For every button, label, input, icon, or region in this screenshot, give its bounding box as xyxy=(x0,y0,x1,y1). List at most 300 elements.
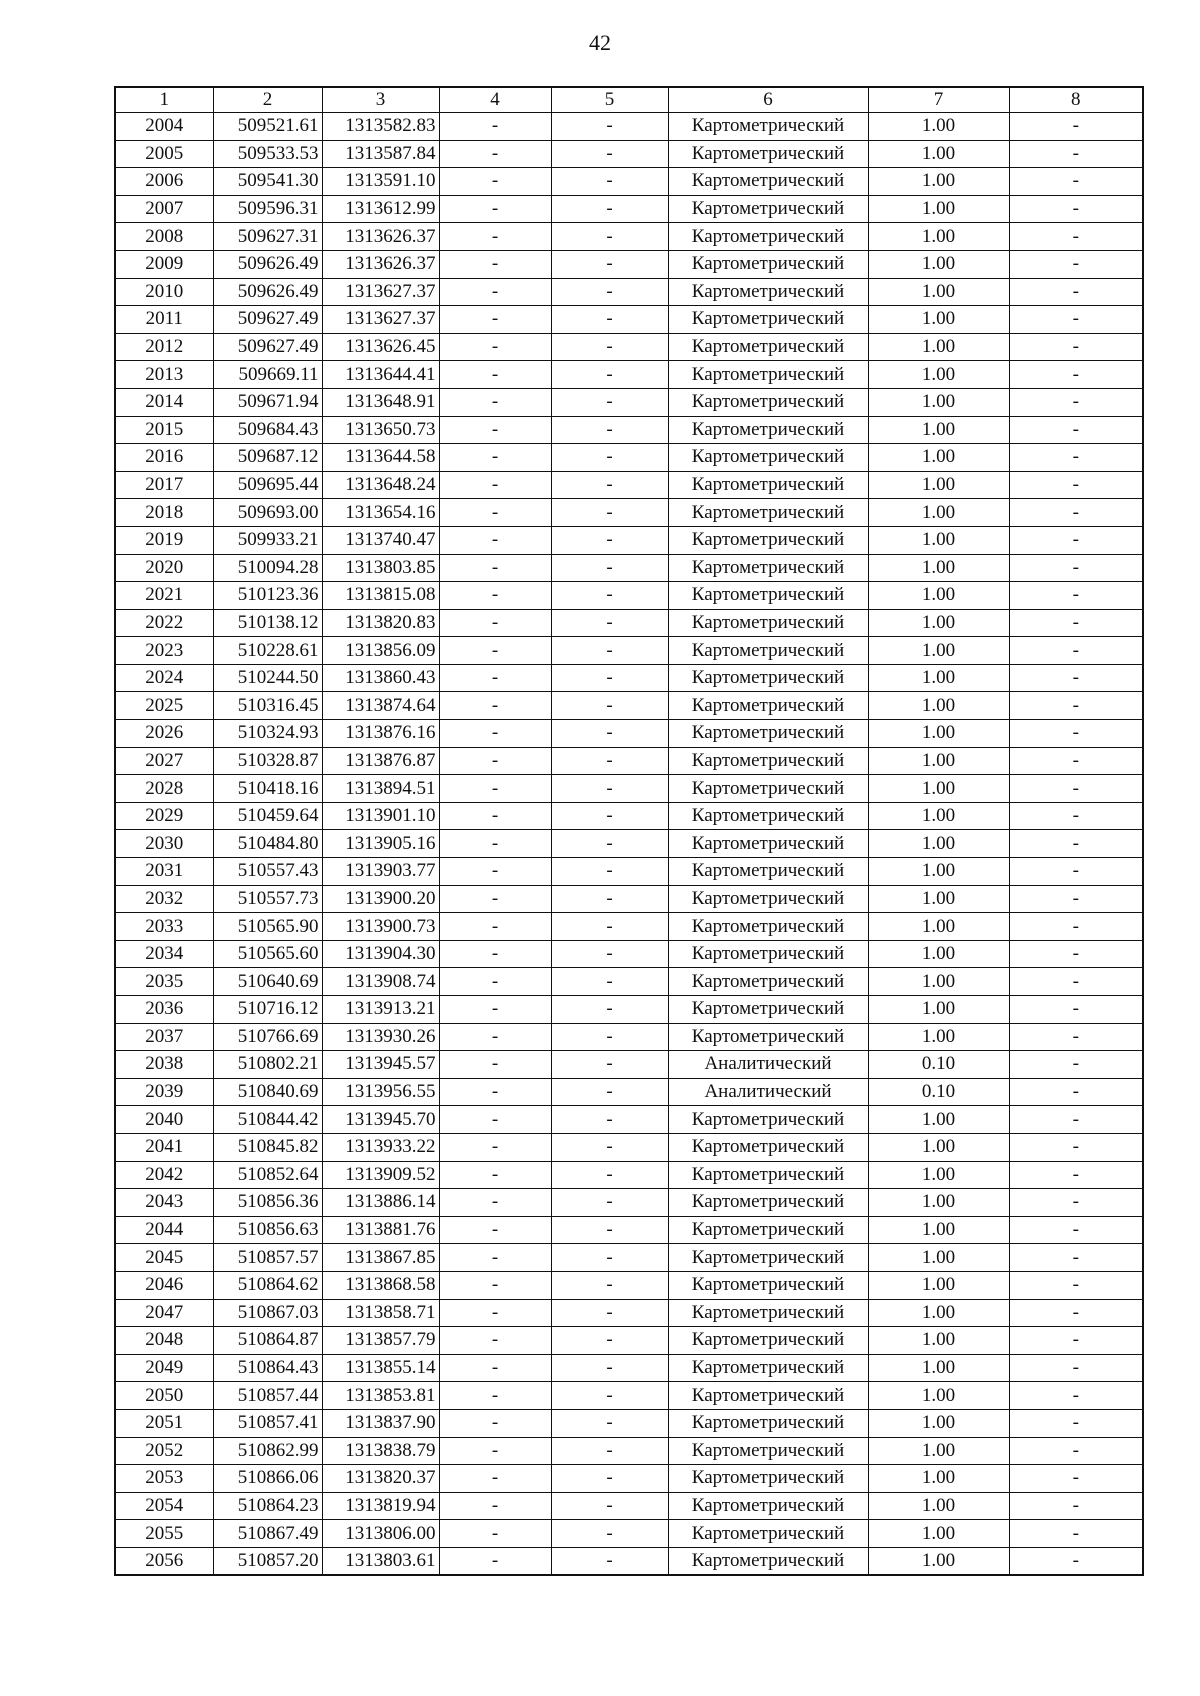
method-cell: Картометрический xyxy=(668,664,868,692)
y-coordinate-cell: 1313627.37 xyxy=(322,306,439,334)
x-coordinate-cell: 510845.82 xyxy=(213,1133,322,1161)
accuracy-cell: 1.00 xyxy=(868,361,1009,389)
y-coordinate-cell: 1313853.81 xyxy=(322,1382,439,1410)
column-5-cell: - xyxy=(551,416,668,444)
table-row xyxy=(115,1327,1143,1355)
y-coordinate-cell: 1313886.14 xyxy=(322,1189,439,1217)
column-8-cell: - xyxy=(1009,471,1143,499)
x-coordinate-cell: 510866.06 xyxy=(213,1465,322,1493)
table-row xyxy=(115,858,1143,886)
accuracy-cell: 1.00 xyxy=(868,140,1009,168)
method-cell: Картометрический xyxy=(668,1547,868,1575)
method-cell: Картометрический xyxy=(668,168,868,196)
table-row xyxy=(115,195,1143,223)
column-4-cell: - xyxy=(439,830,551,858)
y-coordinate-cell: 1313806.00 xyxy=(322,1520,439,1548)
table-row xyxy=(115,1051,1143,1079)
y-coordinate-cell: 1313909.52 xyxy=(322,1161,439,1189)
column-5-cell: - xyxy=(551,1133,668,1161)
method-cell: Картометрический xyxy=(668,996,868,1024)
column-5-cell: - xyxy=(551,278,668,306)
column-4-cell: - xyxy=(439,333,551,361)
column-4-cell: - xyxy=(439,195,551,223)
accuracy-cell: 1.00 xyxy=(868,1492,1009,1520)
y-coordinate-cell: 1313894.51 xyxy=(322,775,439,803)
column-5-cell: - xyxy=(551,802,668,830)
method-cell: Картометрический xyxy=(668,1133,868,1161)
column-5-cell: - xyxy=(551,333,668,361)
point-number-cell: 2012 xyxy=(115,333,213,361)
x-coordinate-cell: 510418.16 xyxy=(213,775,322,803)
accuracy-cell: 1.00 xyxy=(868,1189,1009,1217)
column-8-cell: - xyxy=(1009,554,1143,582)
column-8-cell: - xyxy=(1009,830,1143,858)
x-coordinate-cell: 510857.57 xyxy=(213,1244,322,1272)
table-row xyxy=(115,554,1143,582)
column-4-cell: - xyxy=(439,388,551,416)
method-cell: Картометрический xyxy=(668,195,868,223)
method-cell: Картометрический xyxy=(668,968,868,996)
x-coordinate-cell: 510802.21 xyxy=(213,1051,322,1079)
column-4-cell: - xyxy=(439,582,551,610)
x-coordinate-cell: 510867.49 xyxy=(213,1520,322,1548)
y-coordinate-cell: 1313820.37 xyxy=(322,1465,439,1493)
accuracy-cell: 1.00 xyxy=(868,388,1009,416)
column-5-cell: - xyxy=(551,1327,668,1355)
column-8-cell: - xyxy=(1009,1271,1143,1299)
table-row xyxy=(115,444,1143,472)
x-coordinate-cell: 510228.61 xyxy=(213,637,322,665)
table-row xyxy=(115,1547,1143,1575)
method-cell: Картометрический xyxy=(668,471,868,499)
x-coordinate-cell: 509669.11 xyxy=(213,361,322,389)
x-coordinate-cell: 510328.87 xyxy=(213,747,322,775)
accuracy-cell: 1.00 xyxy=(868,526,1009,554)
column-4-cell: - xyxy=(439,444,551,472)
point-number-cell: 2051 xyxy=(115,1409,213,1437)
column-8-cell: - xyxy=(1009,802,1143,830)
point-number-cell: 2025 xyxy=(115,692,213,720)
method-cell: Картометрический xyxy=(668,250,868,278)
column-8-cell: - xyxy=(1009,1161,1143,1189)
x-coordinate-cell: 510864.23 xyxy=(213,1492,322,1520)
point-number-cell: 2033 xyxy=(115,913,213,941)
y-coordinate-cell: 1313867.85 xyxy=(322,1244,439,1272)
accuracy-cell: 1.00 xyxy=(868,1216,1009,1244)
y-coordinate-cell: 1313612.99 xyxy=(322,195,439,223)
column-5-cell: - xyxy=(551,140,668,168)
y-coordinate-cell: 1313881.76 xyxy=(322,1216,439,1244)
accuracy-cell: 1.00 xyxy=(868,747,1009,775)
column-4-cell: - xyxy=(439,499,551,527)
x-coordinate-cell: 509541.30 xyxy=(213,168,322,196)
column-5-cell: - xyxy=(551,1189,668,1217)
table-row xyxy=(115,968,1143,996)
column-4-cell: - xyxy=(439,1078,551,1106)
accuracy-cell: 1.00 xyxy=(868,1161,1009,1189)
method-cell: Картометрический xyxy=(668,223,868,251)
column-4-cell: - xyxy=(439,1465,551,1493)
column-4-cell: - xyxy=(439,1189,551,1217)
accuracy-cell: 1.00 xyxy=(868,1354,1009,1382)
method-cell: Картометрический xyxy=(668,609,868,637)
point-number-cell: 2043 xyxy=(115,1189,213,1217)
x-coordinate-cell: 509695.44 xyxy=(213,471,322,499)
table-row xyxy=(115,747,1143,775)
x-coordinate-cell: 510856.36 xyxy=(213,1189,322,1217)
column-4-cell: - xyxy=(439,554,551,582)
method-cell: Аналитический xyxy=(668,1078,868,1106)
accuracy-cell: 1.00 xyxy=(868,250,1009,278)
column-8-cell: - xyxy=(1009,168,1143,196)
method-cell: Картометрический xyxy=(668,1189,868,1217)
point-number-cell: 2045 xyxy=(115,1244,213,1272)
point-number-cell: 2044 xyxy=(115,1216,213,1244)
column-8-cell: - xyxy=(1009,913,1143,941)
x-coordinate-cell: 510716.12 xyxy=(213,996,322,1024)
column-4-cell: - xyxy=(439,168,551,196)
column-8-cell: - xyxy=(1009,1299,1143,1327)
method-cell: Картометрический xyxy=(668,306,868,334)
x-coordinate-cell: 510324.93 xyxy=(213,720,322,748)
x-coordinate-cell: 510862.99 xyxy=(213,1437,322,1465)
method-cell: Картометрический xyxy=(668,1437,868,1465)
method-cell: Картометрический xyxy=(668,113,868,141)
accuracy-cell: 1.00 xyxy=(868,1244,1009,1272)
column-4-cell: - xyxy=(439,940,551,968)
column-8-cell: - xyxy=(1009,1547,1143,1575)
accuracy-cell: 1.00 xyxy=(868,416,1009,444)
y-coordinate-cell: 1313945.57 xyxy=(322,1051,439,1079)
y-coordinate-cell: 1313868.58 xyxy=(322,1271,439,1299)
table-row xyxy=(115,1465,1143,1493)
y-coordinate-cell: 1313803.61 xyxy=(322,1547,439,1575)
column-5-cell: - xyxy=(551,1409,668,1437)
y-coordinate-cell: 1313815.08 xyxy=(322,582,439,610)
column-5-cell: - xyxy=(551,637,668,665)
column-5-cell: - xyxy=(551,692,668,720)
column-8-cell: - xyxy=(1009,1354,1143,1382)
column-4-cell: - xyxy=(439,913,551,941)
accuracy-cell: 0.10 xyxy=(868,1051,1009,1079)
column-8-cell: - xyxy=(1009,858,1143,886)
column-5-cell: - xyxy=(551,1023,668,1051)
y-coordinate-cell: 1313582.83 xyxy=(322,113,439,141)
table-row xyxy=(115,499,1143,527)
x-coordinate-cell: 510565.90 xyxy=(213,913,322,941)
table-row xyxy=(115,1299,1143,1327)
x-coordinate-cell: 509671.94 xyxy=(213,388,322,416)
accuracy-cell: 1.00 xyxy=(868,1547,1009,1575)
column-5-cell: - xyxy=(551,609,668,637)
point-number-cell: 2026 xyxy=(115,720,213,748)
table-row xyxy=(115,278,1143,306)
column-4-cell: - xyxy=(439,609,551,637)
column-4-cell: - xyxy=(439,278,551,306)
method-cell: Картометрический xyxy=(668,775,868,803)
method-cell: Картометрический xyxy=(668,913,868,941)
column-5-cell: - xyxy=(551,830,668,858)
x-coordinate-cell: 509693.00 xyxy=(213,499,322,527)
point-number-cell: 2053 xyxy=(115,1465,213,1493)
accuracy-cell: 1.00 xyxy=(868,775,1009,803)
x-coordinate-cell: 509533.53 xyxy=(213,140,322,168)
accuracy-cell: 0.10 xyxy=(868,1078,1009,1106)
accuracy-cell: 1.00 xyxy=(868,664,1009,692)
column-4-cell: - xyxy=(439,1133,551,1161)
column-8-cell: - xyxy=(1009,1244,1143,1272)
column-8-cell: - xyxy=(1009,278,1143,306)
table-row xyxy=(115,1106,1143,1134)
column-4-cell: - xyxy=(439,1354,551,1382)
x-coordinate-cell: 509687.12 xyxy=(213,444,322,472)
table-row xyxy=(115,1437,1143,1465)
column-8-cell: - xyxy=(1009,333,1143,361)
column-4-cell: - xyxy=(439,1299,551,1327)
method-cell: Картометрический xyxy=(668,1106,868,1134)
y-coordinate-cell: 1313900.73 xyxy=(322,913,439,941)
point-number-cell: 2013 xyxy=(115,361,213,389)
x-coordinate-cell: 509596.31 xyxy=(213,195,322,223)
column-5-cell: - xyxy=(551,250,668,278)
point-number-cell: 2018 xyxy=(115,499,213,527)
table-row xyxy=(115,361,1143,389)
column-5-cell: - xyxy=(551,664,668,692)
column-4-cell: - xyxy=(439,692,551,720)
column-4-cell: - xyxy=(439,1023,551,1051)
column-8-cell: - xyxy=(1009,416,1143,444)
y-coordinate-cell: 1313900.20 xyxy=(322,885,439,913)
column-8-cell: - xyxy=(1009,444,1143,472)
method-cell: Картометрический xyxy=(668,720,868,748)
method-cell: Картометрический xyxy=(668,1520,868,1548)
x-coordinate-cell: 510094.28 xyxy=(213,554,322,582)
column-8-cell: - xyxy=(1009,1051,1143,1079)
table-row xyxy=(115,582,1143,610)
x-coordinate-cell: 510557.43 xyxy=(213,858,322,886)
method-cell: Картометрический xyxy=(668,692,868,720)
x-coordinate-cell: 510844.42 xyxy=(213,1106,322,1134)
point-number-cell: 2049 xyxy=(115,1354,213,1382)
accuracy-cell: 1.00 xyxy=(868,637,1009,665)
column-4-cell: - xyxy=(439,416,551,444)
column-header: 1 xyxy=(115,87,213,113)
point-number-cell: 2050 xyxy=(115,1382,213,1410)
x-coordinate-cell: 510123.36 xyxy=(213,582,322,610)
column-8-cell: - xyxy=(1009,1216,1143,1244)
table-row xyxy=(115,1161,1143,1189)
method-cell: Картометрический xyxy=(668,1216,868,1244)
x-coordinate-cell: 510864.87 xyxy=(213,1327,322,1355)
column-5-cell: - xyxy=(551,168,668,196)
accuracy-cell: 1.00 xyxy=(868,1106,1009,1134)
accuracy-cell: 1.00 xyxy=(868,195,1009,223)
column-5-cell: - xyxy=(551,582,668,610)
column-5-cell: - xyxy=(551,1382,668,1410)
column-4-cell: - xyxy=(439,637,551,665)
point-number-cell: 2040 xyxy=(115,1106,213,1134)
column-8-cell: - xyxy=(1009,140,1143,168)
y-coordinate-cell: 1313956.55 xyxy=(322,1078,439,1106)
point-number-cell: 2041 xyxy=(115,1133,213,1161)
x-coordinate-cell: 510840.69 xyxy=(213,1078,322,1106)
table-row xyxy=(115,250,1143,278)
table-row xyxy=(115,1189,1143,1217)
y-coordinate-cell: 1313654.16 xyxy=(322,499,439,527)
point-number-cell: 2052 xyxy=(115,1437,213,1465)
point-number-cell: 2042 xyxy=(115,1161,213,1189)
column-8-cell: - xyxy=(1009,250,1143,278)
point-number-cell: 2021 xyxy=(115,582,213,610)
column-5-cell: - xyxy=(551,113,668,141)
column-8-cell: - xyxy=(1009,1492,1143,1520)
x-coordinate-cell: 509627.49 xyxy=(213,306,322,334)
point-number-cell: 2038 xyxy=(115,1051,213,1079)
column-5-cell: - xyxy=(551,526,668,554)
column-8-cell: - xyxy=(1009,885,1143,913)
method-cell: Картометрический xyxy=(668,1409,868,1437)
column-4-cell: - xyxy=(439,802,551,830)
table-row xyxy=(115,830,1143,858)
point-number-cell: 2024 xyxy=(115,664,213,692)
column-4-cell: - xyxy=(439,720,551,748)
accuracy-cell: 1.00 xyxy=(868,996,1009,1024)
column-8-cell: - xyxy=(1009,996,1143,1024)
column-4-cell: - xyxy=(439,996,551,1024)
table-row xyxy=(115,885,1143,913)
point-number-cell: 2020 xyxy=(115,554,213,582)
column-5-cell: - xyxy=(551,1271,668,1299)
column-5-cell: - xyxy=(551,388,668,416)
y-coordinate-cell: 1313908.74 xyxy=(322,968,439,996)
column-5-cell: - xyxy=(551,858,668,886)
method-cell: Картометрический xyxy=(668,1327,868,1355)
accuracy-cell: 1.00 xyxy=(868,830,1009,858)
point-number-cell: 2023 xyxy=(115,637,213,665)
y-coordinate-cell: 1313857.79 xyxy=(322,1327,439,1355)
accuracy-cell: 1.00 xyxy=(868,720,1009,748)
method-cell: Картометрический xyxy=(668,1382,868,1410)
x-coordinate-cell: 510864.62 xyxy=(213,1271,322,1299)
x-coordinate-cell: 510557.73 xyxy=(213,885,322,913)
method-cell: Картометрический xyxy=(668,582,868,610)
column-8-cell: - xyxy=(1009,306,1143,334)
table-row xyxy=(115,1382,1143,1410)
point-number-cell: 2032 xyxy=(115,885,213,913)
table-row xyxy=(115,720,1143,748)
y-coordinate-cell: 1313933.22 xyxy=(322,1133,439,1161)
table-row xyxy=(115,416,1143,444)
column-5-cell: - xyxy=(551,1078,668,1106)
column-5-cell: - xyxy=(551,775,668,803)
coordinates-table xyxy=(114,86,1144,1576)
y-coordinate-cell: 1313855.14 xyxy=(322,1354,439,1382)
point-number-cell: 2005 xyxy=(115,140,213,168)
column-5-cell: - xyxy=(551,1547,668,1575)
accuracy-cell: 1.00 xyxy=(868,1409,1009,1437)
table-row xyxy=(115,388,1143,416)
y-coordinate-cell: 1313838.79 xyxy=(322,1437,439,1465)
method-cell: Картометрический xyxy=(668,637,868,665)
table-row xyxy=(115,637,1143,665)
method-cell: Картометрический xyxy=(668,278,868,306)
point-number-cell: 2004 xyxy=(115,113,213,141)
column-4-cell: - xyxy=(439,1520,551,1548)
table-row xyxy=(115,1133,1143,1161)
column-5-cell: - xyxy=(551,885,668,913)
accuracy-cell: 1.00 xyxy=(868,1023,1009,1051)
column-8-cell: - xyxy=(1009,195,1143,223)
method-cell: Картометрический xyxy=(668,802,868,830)
accuracy-cell: 1.00 xyxy=(868,1133,1009,1161)
point-number-cell: 2008 xyxy=(115,223,213,251)
column-4-cell: - xyxy=(439,1216,551,1244)
column-4-cell: - xyxy=(439,306,551,334)
y-coordinate-cell: 1313650.73 xyxy=(322,416,439,444)
y-coordinate-cell: 1313820.83 xyxy=(322,609,439,637)
column-5-cell: - xyxy=(551,306,668,334)
accuracy-cell: 1.00 xyxy=(868,499,1009,527)
column-5-cell: - xyxy=(551,1437,668,1465)
accuracy-cell: 1.00 xyxy=(868,554,1009,582)
column-8-cell: - xyxy=(1009,609,1143,637)
method-cell: Картометрический xyxy=(668,1023,868,1051)
column-4-cell: - xyxy=(439,775,551,803)
y-coordinate-cell: 1313626.45 xyxy=(322,333,439,361)
column-8-cell: - xyxy=(1009,1382,1143,1410)
point-number-cell: 2054 xyxy=(115,1492,213,1520)
accuracy-cell: 1.00 xyxy=(868,471,1009,499)
point-number-cell: 2019 xyxy=(115,526,213,554)
column-5-cell: - xyxy=(551,996,668,1024)
table-row xyxy=(115,692,1143,720)
x-coordinate-cell: 510857.41 xyxy=(213,1409,322,1437)
method-cell: Картометрический xyxy=(668,140,868,168)
point-number-cell: 2022 xyxy=(115,609,213,637)
column-4-cell: - xyxy=(439,113,551,141)
table-row xyxy=(115,1244,1143,1272)
column-8-cell: - xyxy=(1009,1078,1143,1106)
column-4-cell: - xyxy=(439,1244,551,1272)
x-coordinate-cell: 510857.44 xyxy=(213,1382,322,1410)
table-row xyxy=(115,1023,1143,1051)
point-number-cell: 2016 xyxy=(115,444,213,472)
table-row xyxy=(115,333,1143,361)
column-8-cell: - xyxy=(1009,940,1143,968)
point-number-cell: 2046 xyxy=(115,1271,213,1299)
method-cell: Картометрический xyxy=(668,940,868,968)
column-4-cell: - xyxy=(439,361,551,389)
point-number-cell: 2011 xyxy=(115,306,213,334)
column-5-cell: - xyxy=(551,720,668,748)
column-8-cell: - xyxy=(1009,113,1143,141)
method-cell: Картометрический xyxy=(668,499,868,527)
column-5-cell: - xyxy=(551,554,668,582)
column-8-cell: - xyxy=(1009,747,1143,775)
point-number-cell: 2017 xyxy=(115,471,213,499)
accuracy-cell: 1.00 xyxy=(868,1437,1009,1465)
method-cell: Картометрический xyxy=(668,416,868,444)
table-row xyxy=(115,223,1143,251)
column-8-cell: - xyxy=(1009,1409,1143,1437)
y-coordinate-cell: 1313740.47 xyxy=(322,526,439,554)
accuracy-cell: 1.00 xyxy=(868,858,1009,886)
x-coordinate-cell: 510640.69 xyxy=(213,968,322,996)
column-5-cell: - xyxy=(551,361,668,389)
table-row xyxy=(115,609,1143,637)
column-4-cell: - xyxy=(439,1382,551,1410)
accuracy-cell: 1.00 xyxy=(868,1271,1009,1299)
